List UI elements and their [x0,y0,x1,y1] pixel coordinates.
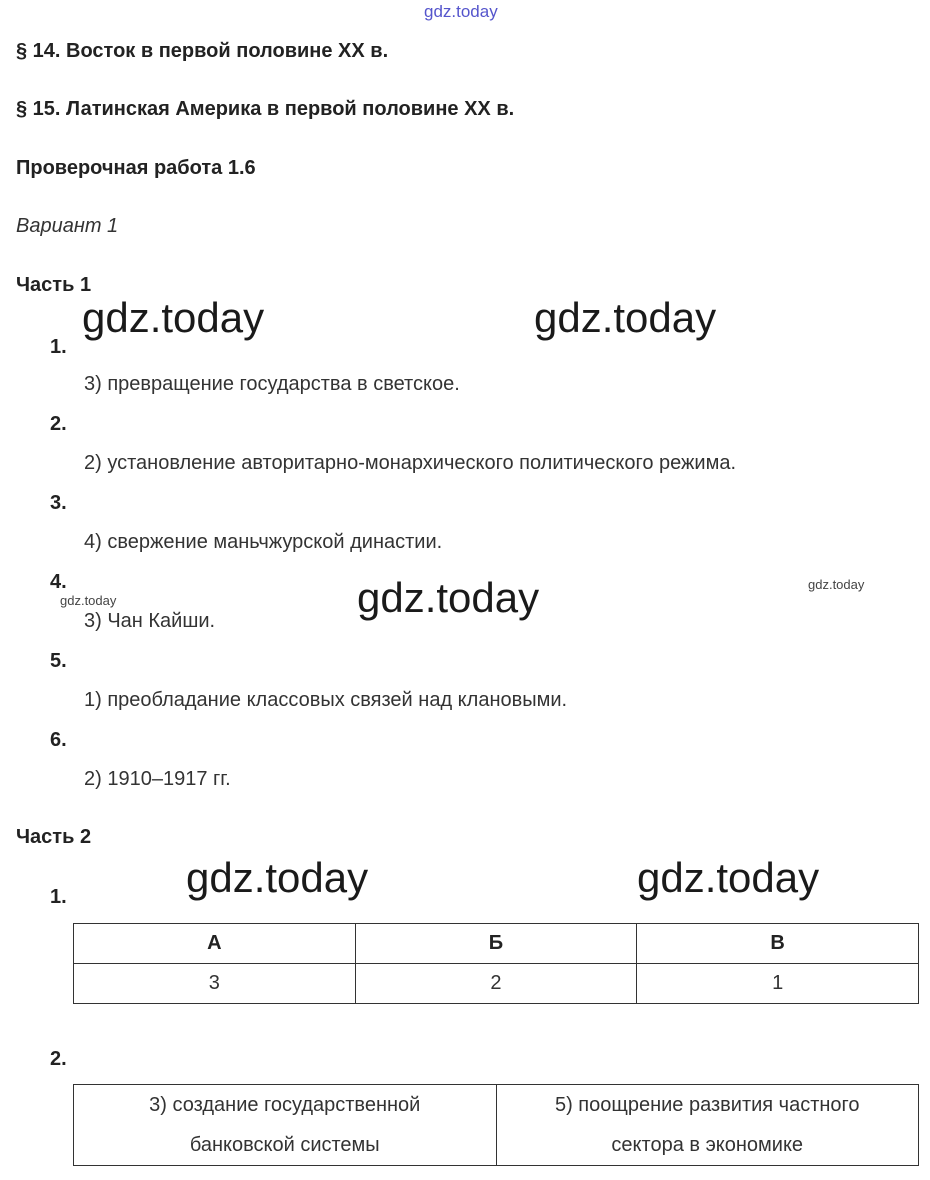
question-number: 5. [50,650,67,672]
part2-heading: Часть 2 [16,826,92,848]
question-number: 3. [50,492,67,514]
answer-table [73,1084,919,1166]
question-number: 4. [50,571,67,593]
matching-table [73,923,919,1004]
section-15-heading: § 15. Латинская Америка в первой половине XX в. [16,98,515,120]
watermark: gdz.today [82,294,265,341]
answer-text: 2) 1910–1917 гг. [84,768,231,790]
watermark: gdz.today [357,574,540,621]
answer-text: 4) свержение маньчжурской династии. [84,531,443,553]
table-cell: 2 [355,964,637,1004]
watermark: gdz.today [637,854,820,901]
table-cell: 3 [74,964,356,1004]
table-cell: 3) создание государственной банковской системы [74,1085,497,1166]
table-header-cell: А [74,924,356,964]
answer-text: 2) установление авторитарно-монархического политического режима. [84,452,737,474]
test-heading: Проверочная работа 1.6 [16,157,256,179]
table-header-cell: В [637,924,919,964]
watermark: gdz.today [534,294,717,341]
table-header-cell: Б [355,924,637,964]
section-14-heading: § 14. Восток в первой половине XX в. [16,40,389,62]
table-cell: 1 [637,964,919,1004]
watermark: gdz.today [186,854,369,901]
top-watermark: gdz.today [424,2,498,21]
answer-text: 1) преобладание классовых связей над клановыми. [84,689,568,711]
watermark-small: gdz.today [808,577,865,592]
table-row [74,964,919,1004]
table-header-row [74,924,919,964]
answer-text: 3) превращение государства в светское. [84,373,460,395]
question-number: 6. [50,729,67,751]
variant-label: Вариант 1 [16,215,119,237]
part1-heading: Часть 1 [16,274,92,296]
question-number: 2. [50,413,67,435]
table-row [74,1085,919,1166]
question-number: 1. [50,336,67,358]
question-number: 1. [50,886,67,908]
watermark-small: gdz.today [60,593,117,608]
table-cell: 5) поощрение развития частного сектора в экономике [496,1085,919,1166]
question-number: 2. [50,1048,67,1070]
answer-text: 3) Чан Кайши. [84,610,216,632]
